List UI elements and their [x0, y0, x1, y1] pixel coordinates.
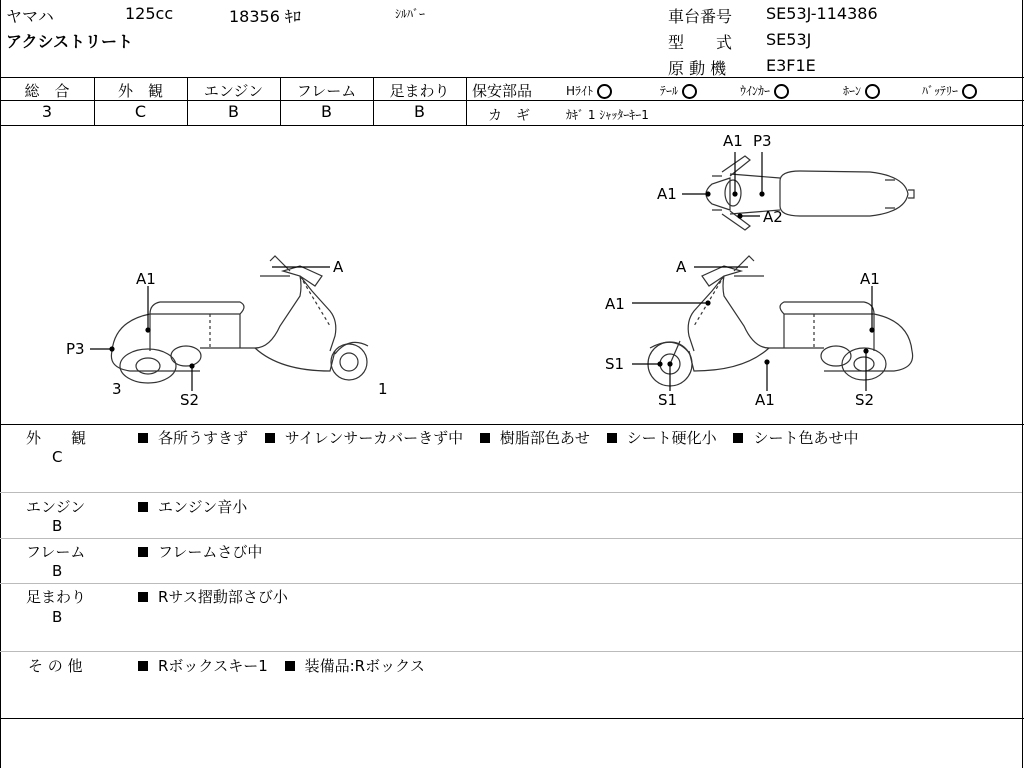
color: ｼﾙﾊﾞｰ — [395, 7, 426, 21]
scooter-diagram — [0, 126, 1022, 423]
safety-item-winker: ｳｲﾝｶｰ — [740, 82, 789, 99]
remark-suspension-grade: B — [52, 608, 63, 626]
label-top-a1: A1 — [723, 132, 743, 150]
ok-circle-icon — [962, 84, 977, 99]
grade-frame: B — [321, 102, 332, 121]
remark-exterior-items: 各所うすきず サイレンサーカバーきず中 樹脂部色あせ シート硬化小 シート色あせ中 — [138, 427, 870, 448]
grade-total-label: 総 合 — [24, 82, 70, 100]
label-left-s2: S2 — [180, 391, 200, 409]
displacement: 125cc — [125, 4, 174, 23]
safety-item-horn: ﾎｰﾝ — [843, 82, 880, 99]
ok-circle-icon — [865, 84, 880, 99]
grade-total: 3 — [41, 102, 53, 121]
model-name: アクシストリート — [6, 32, 134, 51]
label-left-a: A — [333, 258, 344, 276]
remark-other-items: Rボックスキー1 装備品:Rボックス — [138, 655, 437, 676]
bullet-square-icon — [138, 661, 148, 671]
remark-frame-items: フレームさび中 — [138, 541, 274, 562]
bullet-square-icon — [138, 547, 148, 557]
label-right-s2: S2 — [855, 391, 875, 409]
maker: ヤマハ — [6, 7, 54, 26]
label-top-a2: A2 — [763, 208, 783, 226]
label-left-1: 1 — [378, 380, 388, 398]
frame-no-label: 車台番号 — [668, 7, 733, 26]
label-right-a1: A1 — [860, 270, 880, 288]
remark-engine-items: エンジン音小 — [138, 496, 259, 517]
grade-suspension-label: 足まわり — [389, 82, 450, 100]
remark-engine-label: エンジン — [26, 498, 86, 516]
bullet-square-icon — [285, 661, 295, 671]
safety-item-tail: ﾃｰﾙ — [660, 82, 697, 99]
bullet-square-icon — [138, 592, 148, 602]
grade-frame-label: フレーム — [296, 82, 357, 100]
label-top-a1b: A1 — [657, 185, 677, 203]
bullet-square-icon — [733, 433, 743, 443]
remark-suspension-items: Rサス摺動部さび小 — [138, 586, 300, 607]
frame-no: SE53J-114386 — [766, 4, 878, 23]
ok-circle-icon — [774, 84, 789, 99]
bullet-square-icon — [138, 502, 148, 512]
bullet-square-icon — [607, 433, 617, 443]
remark-exterior-grade: C — [52, 448, 63, 466]
remark-frame-label: フレーム — [26, 543, 86, 561]
remark-other-label: そ の 他 — [28, 657, 83, 675]
remark-exterior-label: 外 観 — [26, 429, 87, 447]
type-label: 型 式 — [668, 33, 733, 52]
label-left-3: 3 — [112, 380, 122, 398]
key-label: カ ギ — [488, 108, 530, 124]
grade-engine: B — [228, 102, 239, 121]
grade-suspension: B — [414, 102, 425, 121]
key-value: ｶｷﾞ 1 ｼｬｯﾀｰｷｰ1 — [566, 108, 649, 122]
label-right-a1b: A1 — [605, 295, 625, 313]
safety-label: 保安部品 — [472, 82, 533, 100]
engine-no: E3F1E — [766, 56, 816, 75]
grade-engine-label: エンジン — [203, 82, 264, 100]
bullet-square-icon — [138, 433, 148, 443]
remark-suspension-label: 足まわり — [26, 588, 87, 606]
label-top-p3: P3 — [753, 132, 772, 150]
grade-exterior: C — [134, 102, 147, 121]
label-right-s1b: S1 — [658, 391, 678, 409]
engine-label: 原 動 機 — [668, 59, 727, 78]
bullet-square-icon — [480, 433, 490, 443]
ok-circle-icon — [597, 84, 612, 99]
grade-exterior-label: 外 観 — [117, 82, 163, 100]
mileage: 18356 ｷﾛ — [229, 7, 301, 26]
remark-frame-grade: B — [52, 562, 63, 580]
label-right-a: A — [676, 258, 687, 276]
safety-item-headlight: Hﾗｲﾄ — [566, 82, 612, 99]
label-right-s1: S1 — [605, 355, 625, 373]
label-left-a1: A1 — [136, 270, 156, 288]
label-left-p3: P3 — [66, 340, 85, 358]
label-right-a1c: A1 — [755, 391, 775, 409]
safety-item-battery: ﾊﾞｯﾃﾘｰ — [922, 82, 977, 99]
ok-circle-icon — [682, 84, 697, 99]
remark-engine-grade: B — [52, 517, 63, 535]
type-value: SE53J — [766, 30, 812, 49]
bullet-square-icon — [265, 433, 275, 443]
